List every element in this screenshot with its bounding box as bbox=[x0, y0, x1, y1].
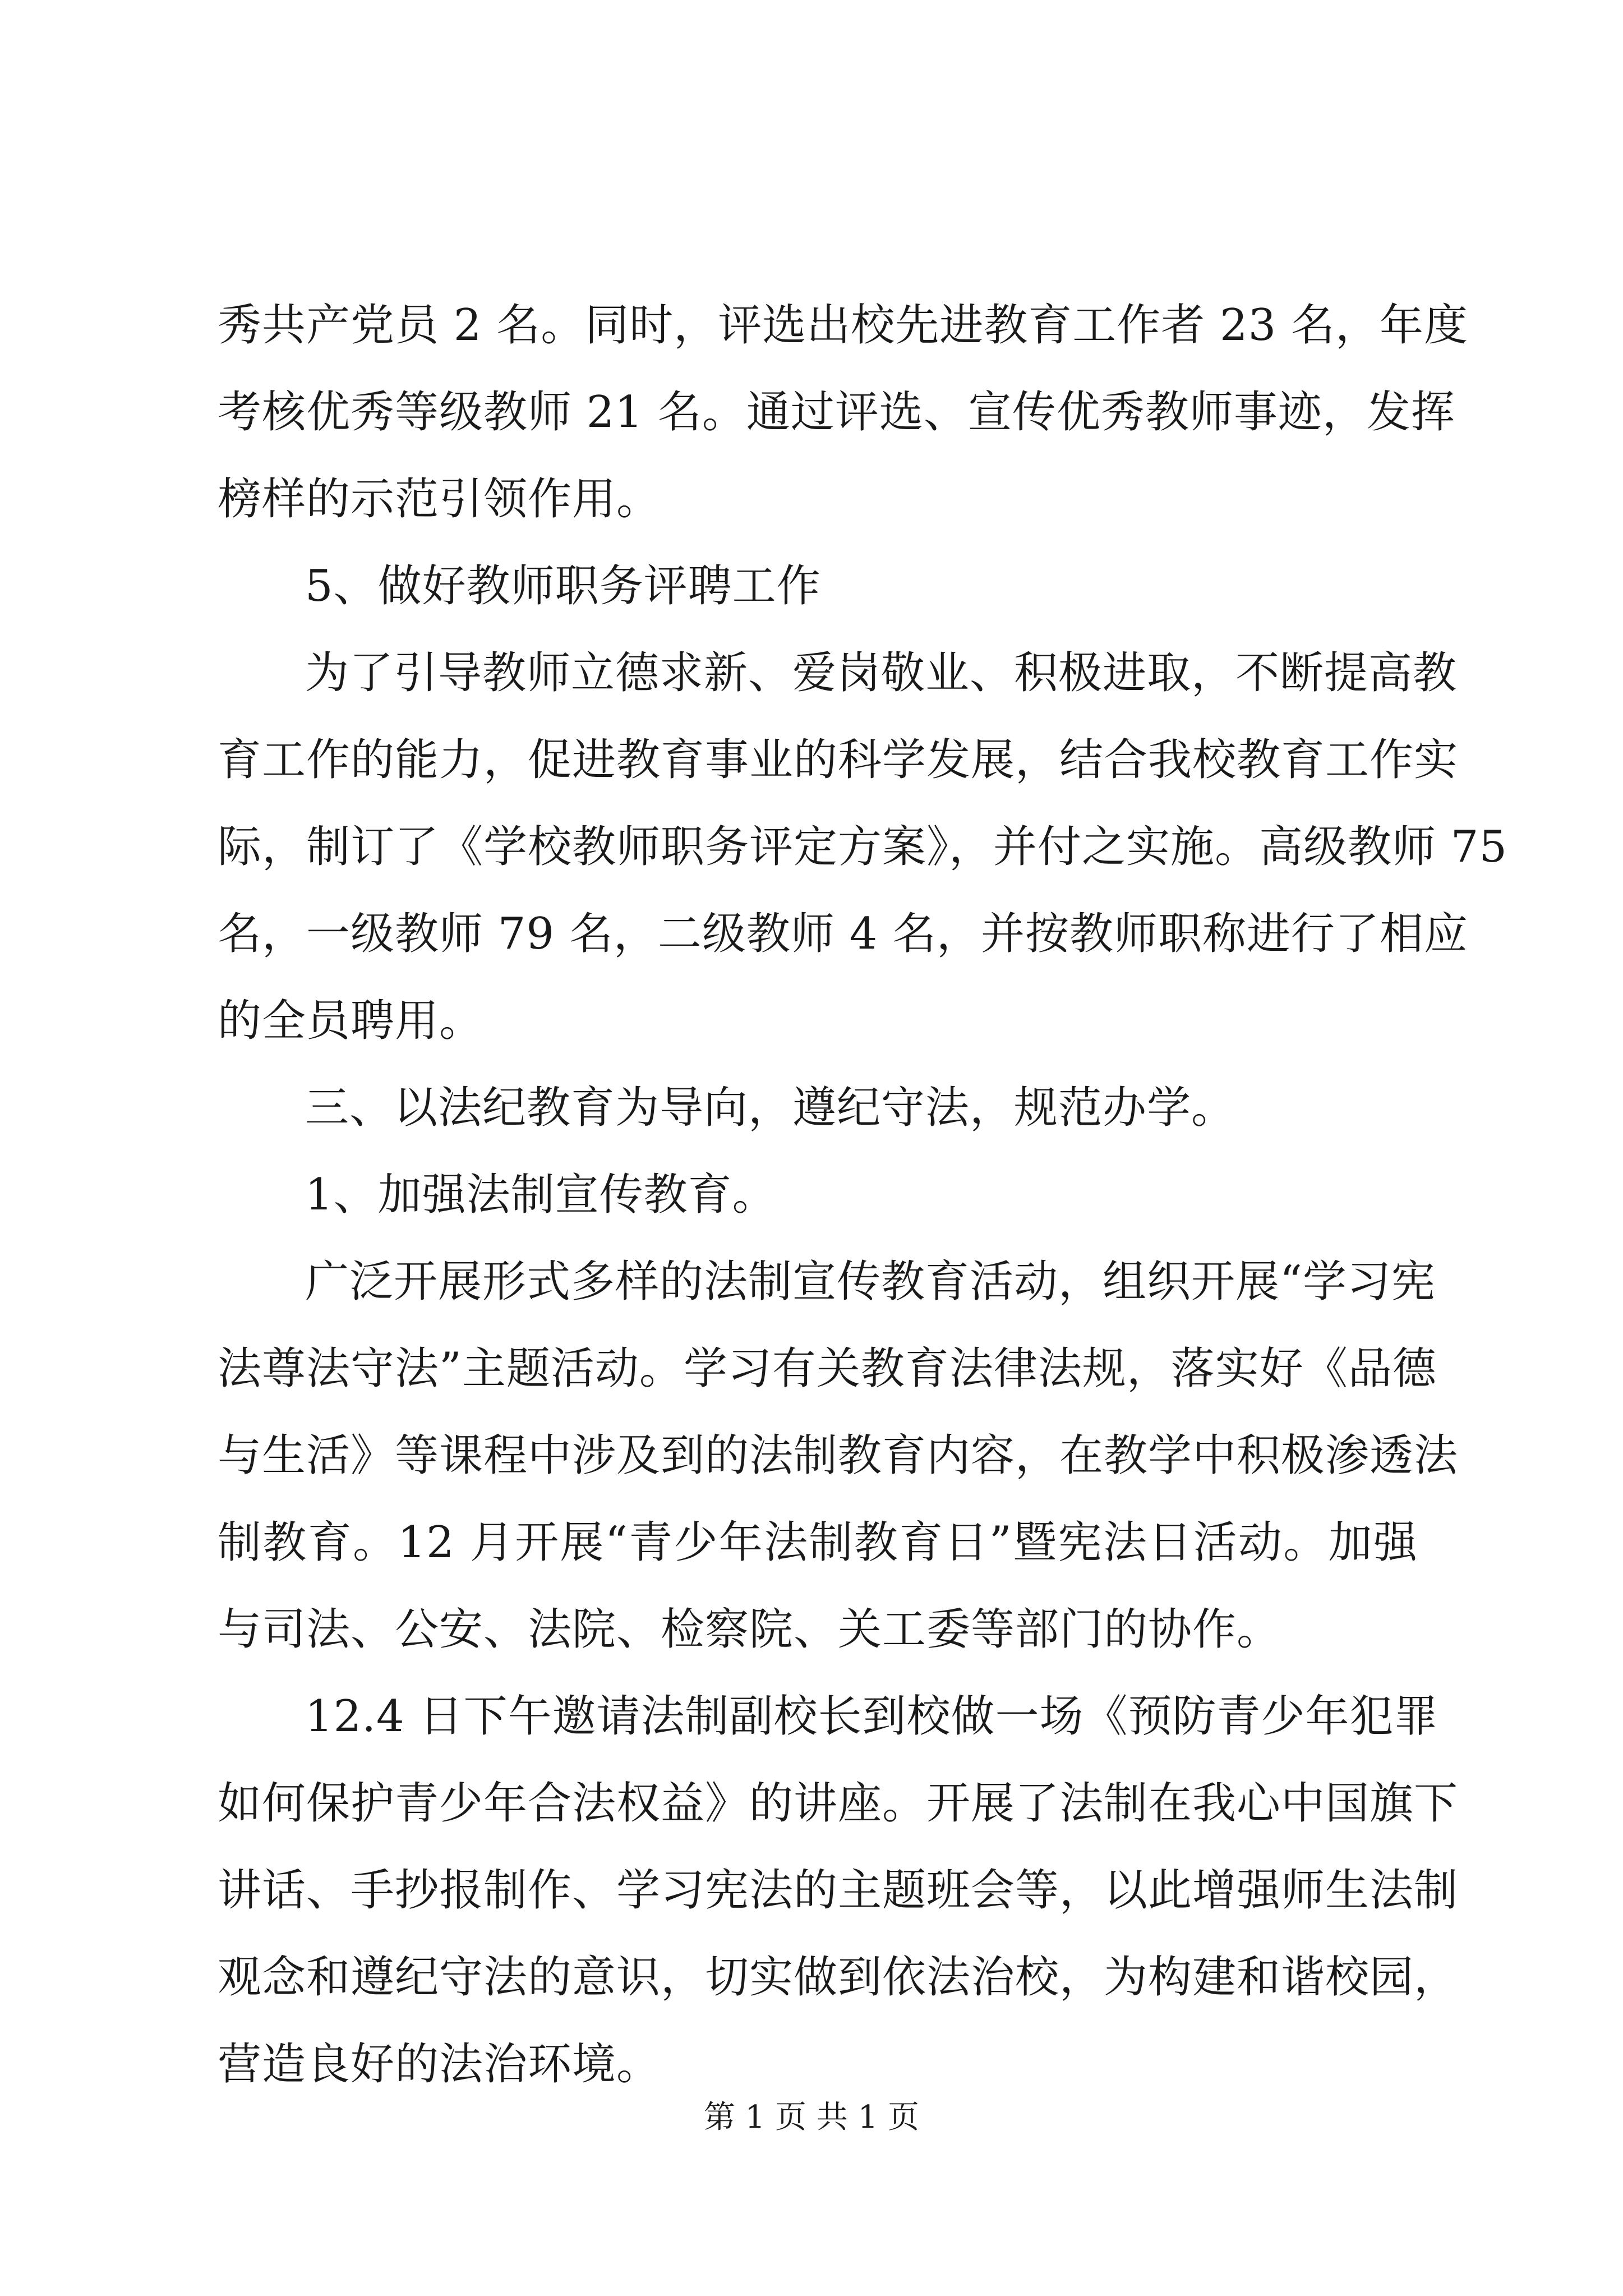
paragraph-line: 观念和遵纪守法的意识，切实做到依法治校，为构建和谐校园， bbox=[218, 1952, 1459, 2003]
page-number-footer: 第 1 页 共 1 页 bbox=[703, 2099, 920, 2136]
section-heading: 三、以法纪教育为导向，遵纪守法，规范办学。 bbox=[305, 1083, 1236, 1133]
paragraph-line: 的全员聘用。 bbox=[218, 996, 484, 1046]
section-heading: 1、加强法制宣传教育。 bbox=[305, 1170, 777, 1220]
paragraph-line: 12.4 日下午邀请法制副校长到校做一场《预防青少年犯罪 bbox=[305, 1691, 1438, 1742]
paragraph-line: 与司法、公安、法院、检察院、关工委等部门的协作。 bbox=[218, 1604, 1281, 1655]
paragraph-line: 榜样的示范引领作用。 bbox=[218, 474, 661, 524]
paragraph-line: 与生活》等课程中涉及到的法制教育内容，在教学中积极渗透法 bbox=[218, 1430, 1459, 1481]
section-heading: 5、做好教师职务评聘工作 bbox=[305, 561, 821, 611]
paragraph-line: 广泛开展形式多样的法制宣传教育活动，组织开展“学习宪 bbox=[305, 1257, 1436, 1307]
paragraph-line: 秀共产党员 2 名。同时，评选出校先进教育工作者 23 名，年度 bbox=[218, 300, 1469, 351]
paragraph-line: 如何保护青少年合法权益》的讲座。开展了法制在我心中国旗下 bbox=[218, 1778, 1459, 1829]
paragraph-line: 际，制订了《学校教师职务评定方案》，并付之实施。高级教师 75 bbox=[218, 822, 1508, 872]
paragraph-line: 名，一级教师 79 名，二级教师 4 名，并按教师职称进行了相应 bbox=[218, 909, 1469, 959]
paragraph-line: 营造良好的法治环境。 bbox=[218, 2039, 661, 2090]
paragraph-line: 讲话、手抄报制作、学习宪法的主题班会等，以此增强师生法制 bbox=[218, 1865, 1459, 1916]
paragraph-line: 考核优秀等级教师 21 名。通过评选、宣传优秀教师事迹，发挥 bbox=[218, 387, 1455, 438]
paragraph-line: 法尊法守法”主题活动。学习有关教育法律法规，落实好《品德 bbox=[218, 1343, 1437, 1394]
paragraph-line: 育工作的能力，促进教育事业的科学发展，结合我校教育工作实 bbox=[218, 735, 1459, 785]
paragraph-line: 制教育。12 月开展“青少年法制教育日”暨宪法日活动。加强 bbox=[218, 1517, 1418, 1568]
paragraph-line: 为了引导教师立德求新、爱岗敬业、积极进取，不断提高教 bbox=[305, 648, 1458, 698]
